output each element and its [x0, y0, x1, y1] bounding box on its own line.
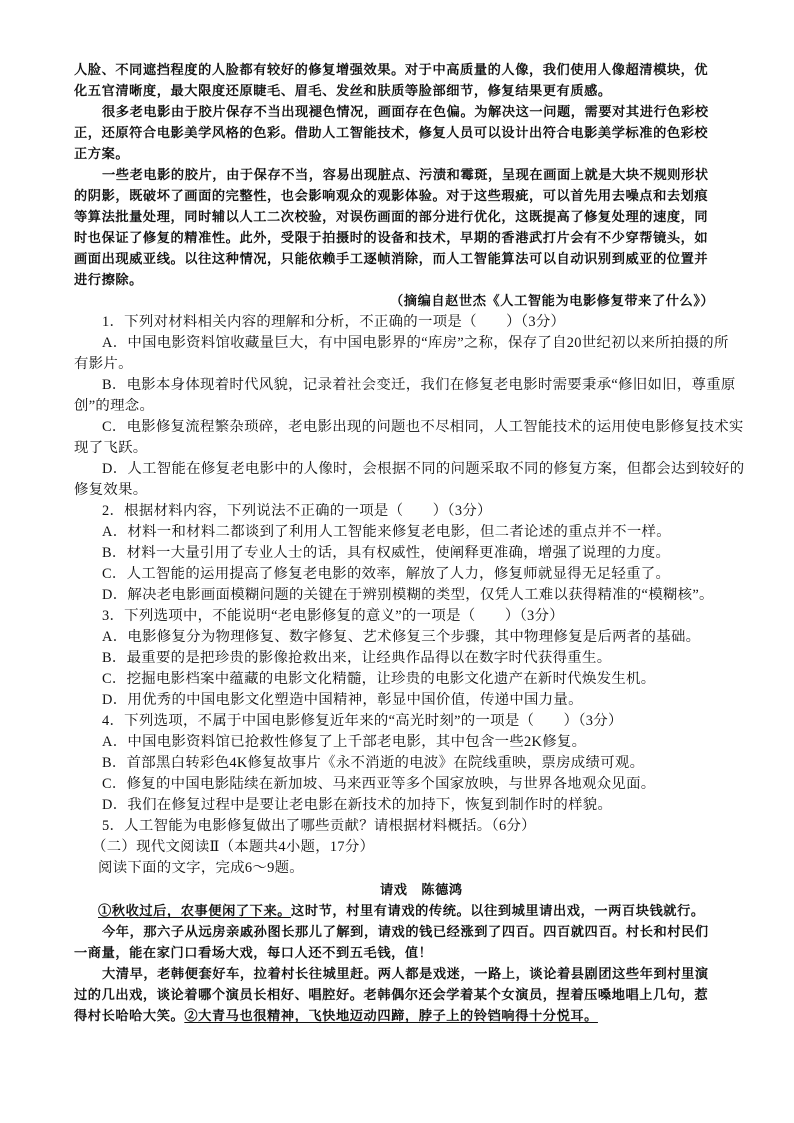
passage-line: 人脸、不同遮挡程度的人脸都有较好的修复增强效果。对于中高质量的人像，我们使用人像超清模块，优	[74, 63, 709, 78]
question-1-option-a-cont: 有影片。	[74, 356, 133, 372]
question-4-option-b: B．首部黑白转彩色4K修复故事片《永不消逝的电波》在院线重映，票房成绩可观。	[102, 755, 645, 771]
question-1-option-a: A．中国电影资料馆收藏量巨大，有中国电影界的“库房”之称，保存了自20世纪初以来所拍摄的所	[102, 335, 729, 351]
passage-source: （摘编自赵世杰《人工智能为电影修复带来了什么》）	[390, 294, 715, 309]
story-text: 这时节，村里有请戏的传统。以往到城里请出戏，一两百块钱就行。	[291, 904, 705, 919]
question-2-option-b: B．材料一大量引用了专业人士的话，具有权威性，使阐释更准确，增强了说理的力度。	[102, 545, 671, 561]
question-3-option-b: B．最重要的是把珍贵的影像抢救出来，让经典作品得以在数字时代获得重生。	[102, 650, 612, 666]
question-4-stem: 4．下列选项，不属于中国电影修复近年来的“高光时刻”的一项是（ ）（3分）	[102, 713, 623, 729]
section-instruction: 阅读下面的文字，完成6～9题。	[98, 860, 304, 876]
story-line: 大清早，老韩便套好车，拉着村长往城里赶。两人都是戏迷，一路上，谈论着县剧团这些年到村里演	[102, 967, 709, 982]
question-1-option-b-cont: 创”的理念。	[74, 398, 155, 414]
passage-line: 很多老电影由于胶片保存不当出现褪色情况，画面存在色偏。为解决这一问题，需要对其进行色彩校	[102, 105, 709, 120]
passage-line: 正，还原符合电影美学风格的色彩。借助人工智能技术，修复人员可以设计出符合电影美学标准的色彩校	[74, 126, 709, 141]
question-2-option-d: D．解决老电影画面模糊问题的关键在于辨别模糊的类型，仅凭人工难以获得精准的“模糊核”。	[102, 587, 714, 603]
passage-line: 的阴影，既破坏了画面的完整性，也会影响观众的观影体验。对于这些瑕疵，可以首先用去噪点和去划痕	[74, 189, 709, 204]
section-heading: （二）现代文阅读Ⅱ（本题共4小题，17分）	[92, 839, 375, 855]
question-5-stem: 5．人工智能为电影修复做出了哪些贡献？请根据材料概括。（6分）	[102, 818, 536, 834]
question-1-option-c-cont: 现了飞跃。	[74, 440, 148, 456]
story-line	[74, 1006, 720, 1027]
underlined-sentence-2: ②大青马也很精神，飞快地迈动四蹄，脖子上的铃铛响得十分悦耳。	[184, 1009, 598, 1024]
question-4-option-a: A．中国电影资料馆已抢救性修复了上千部老电影，其中包含一些2K修复。	[102, 734, 587, 750]
story-paragraph-1	[98, 901, 720, 922]
story-line: 过的几出戏，谈论着哪个演员长相好、唱腔好。老韩偶尔还会学着某个女演员，捏着压嗓地唱上几句，惹	[74, 988, 709, 1003]
passage-line: 进行擦除。	[74, 273, 143, 288]
passage-line: 画面出现威亚线。以往这种情况，只能依赖手工逐帧消除，而人工智能算法可以自动识别到威亚的位置并	[74, 252, 709, 267]
question-3-option-a: A．电影修复分为物理修复、数字修复、艺术修复三个步骤，其中物理修复是后两者的基础。	[102, 629, 701, 645]
story-line: 一商量，能在家门口看场大戏，每口人还不到五毛钱，值！	[74, 946, 433, 961]
question-2-option-a: A．材料一和材料二都谈到了利用人工智能来修复老电影，但二者论述的重点并不一样。	[102, 524, 671, 540]
question-2-option-c: C．人工智能的运用提高了修复老电影的效率，解放了人力，修复师就显得无足轻重了。	[102, 566, 671, 582]
passage-line: 等算法批量处理，同时辅以人工二次校验，对误伤画面的部分进行优化，这既提高了修复处理的速度，同	[74, 210, 709, 225]
question-1-option-c: C．电影修复流程繁杂琐碎，老电影出现的问题也不尽相同，人工智能技术的运用使电影修复技术实	[102, 419, 744, 435]
story-text: 得村长哈哈大笑。	[74, 1009, 185, 1024]
story-title: 请戏 陈德鸿	[380, 883, 463, 898]
passage-line: 化五官清晰度，最大限度还原睫毛、眉毛、发丝和肤质等脸部细节，修复结果更有质感。	[74, 84, 612, 99]
question-3-option-c: C．挖掘电影档案中蕴藏的电影文化精髓，让珍贵的电影文化遗产在新时代焕发生机。	[102, 671, 656, 687]
question-2-stem: 2．根据材料内容，下列说法不正确的一项是（ ）（3分）	[102, 503, 492, 519]
question-3-option-d: D．用优秀的中国电影文化塑造中国精神，彰显中国价值，传递中国力量。	[102, 692, 583, 708]
question-1-option-d: D．人工智能在修复老电影中的人像时，会根据不同的问题采取不同的修复方案，但都会达到较好的	[102, 461, 745, 477]
passage-line: 正方案。	[74, 147, 130, 162]
question-1-option-b: B．电影本身体现着时代风貌，记录着社会变迁，我们在修复老电影时需要秉承“修旧如旧，尊重原	[102, 377, 736, 393]
story-line: 今年，那六子从远房亲戚孙图长那儿了解到，请戏的钱已经涨到了四百。四百就四百。村长和村民们	[102, 925, 709, 940]
passage-line: 一些老电影的胶片，由于保存不当，容易出现脏点、污渍和霉斑，呈现在画面上就是大块不规则形状	[102, 168, 709, 183]
underlined-sentence-1: ①秋收过后，农事便闲了下来。	[98, 904, 292, 919]
question-4-option-c: C．修复的中国电影陆续在新加坡、马来西亚等多个国家放映，与世界各地观众见面。	[102, 776, 656, 792]
passage-line: 时也保证了修复的精准性。此外，受限于拍摄时的设备和技术，早期的香港武打片会有不少穿帮镜头，如	[74, 231, 709, 246]
question-4-option-d: D．我们在修复过程中是要让老电影在新技术的加持下，恢复到制作时的样貌。	[102, 797, 613, 813]
question-1-stem: 1．下列对材料相关内容的理解和分析，不正确的一项是（ ）（3分）	[102, 314, 566, 330]
question-3-stem: 3．下列选项中，不能说明“老电影修复的意义”的一项是（ ）（3分）	[102, 608, 564, 624]
question-1-option-d-cont: 修复效果。	[74, 482, 148, 498]
